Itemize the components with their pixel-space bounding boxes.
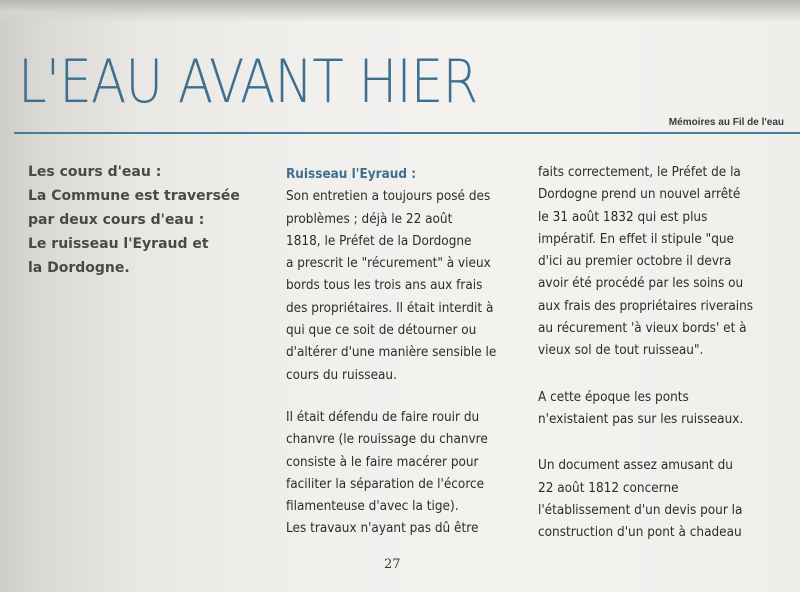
page-title: L'EAU AVANT HIER	[18, 47, 478, 117]
paragraph-gap	[286, 387, 496, 407]
text-line: bords tous les trois ans aux frais	[286, 278, 483, 294]
intro-line: Le ruisseau l'Eyraud et	[28, 236, 209, 252]
title-rule	[14, 132, 800, 134]
text-line: vieux sol de tout ruisseau".	[538, 343, 704, 359]
text-line: consiste à le faire macérer pour	[286, 454, 479, 470]
text-line: cours du ruisseau.	[286, 367, 397, 383]
text-line: Les travaux n'ayant pas dû être	[286, 521, 479, 537]
section-heading: Ruisseau l'Eyraud :	[286, 167, 417, 182]
intro-line: Les cours d'eau :	[28, 164, 162, 180]
text-line: problèmes ; déjà le 22 août	[286, 211, 453, 227]
text-line: 1818, le Préfet de la Dordogne	[286, 233, 472, 249]
paragraph-gap	[538, 431, 753, 455]
text-line: l'établissement d'un devis pour la	[538, 502, 743, 518]
text-line: avoir été procédé par les soins ou	[538, 276, 744, 292]
text-line: des propriétaires. Il était interdit à	[286, 300, 494, 316]
text-line: le 31 août 1832 qui est plus	[538, 209, 708, 225]
text-line: construction d'un pont à chadeau	[538, 525, 742, 541]
text-line: 22 août 1812 concerne	[538, 480, 679, 496]
text-line: a prescrit le "récurement" à vieux	[286, 256, 491, 272]
text-line: d'ici au premier octobre il devra	[538, 254, 732, 270]
text-line: n'existaient pas sur les ruisseaux.	[538, 411, 744, 427]
text-line: filamenteuse d'avec la tige).	[286, 499, 459, 515]
text-line: impératif. En effet il stipule "que	[538, 231, 734, 247]
text-line: faciliter la séparation de l'écorce	[286, 476, 485, 492]
text-line: qui que ce soit de détourner ou	[286, 323, 477, 339]
text-line: chanvre (le rouissage du chanvre	[286, 432, 488, 448]
paragraph-gap	[538, 363, 753, 387]
page-top-shadow	[0, 0, 800, 22]
text-line: aux frais des propriétaires riverains	[538, 298, 754, 314]
text-line: Dordogne prend un nouvel arrêté	[538, 187, 741, 203]
intro-block	[28, 160, 258, 280]
page-number: 27	[384, 557, 401, 572]
text-line: au récurement 'à vieux bords' et à	[538, 321, 747, 337]
text-line: A cette époque les ponts	[538, 389, 689, 405]
text-line: Un document assez amusant du	[538, 458, 733, 474]
intro-line: la Dordogne.	[28, 260, 130, 276]
text-line: faits correctement, le Préfet de la	[538, 165, 741, 180]
intro-line: La Commune est traversée	[28, 188, 240, 204]
text-line: Son entretien a toujours posé des	[286, 189, 491, 205]
text-line: d'altérer d'une manière sensible le	[286, 345, 497, 361]
text-column-1	[286, 164, 496, 541]
text-column-2	[538, 162, 753, 544]
intro-line: par deux cours d'eau :	[28, 212, 205, 228]
section-subtitle: Mémoires au Fil de l'eau	[668, 117, 784, 128]
text-line: Il était défendu de faire rouir du	[286, 409, 480, 425]
